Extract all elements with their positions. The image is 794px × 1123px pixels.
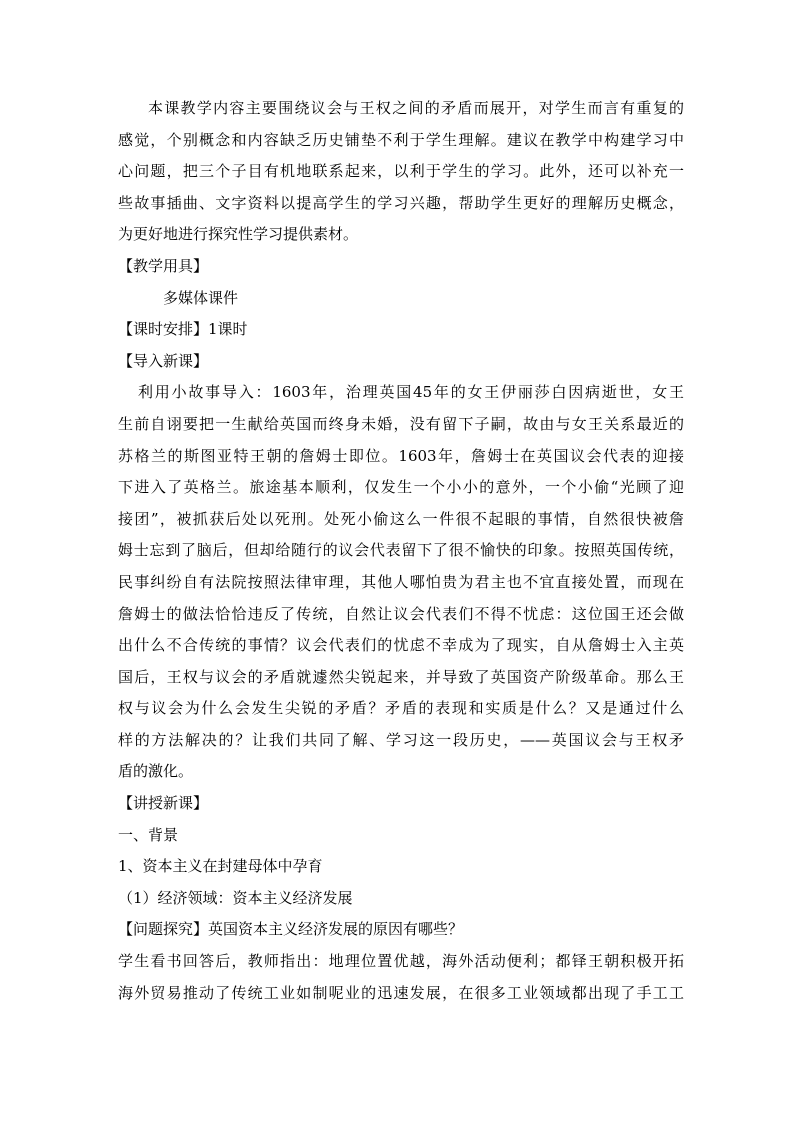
- teaching-tools-item: 多媒体课件: [163, 288, 239, 307]
- paragraph-line: 姆士忘到了脑后，但却给随行的议会代表留下了很不愉快的印象。按照英国传统，: [118, 541, 684, 560]
- paragraph-line: 权与议会为什么会发生尖锐的矛盾？矛盾的表现和实质是什么？又是通过什么: [118, 699, 684, 718]
- paragraph-line: 国后，王权与议会的矛盾就遽然尖锐起来，并导致了英国资产阶级革命。那么王: [118, 667, 684, 686]
- intro-story-paragraph: [118, 377, 684, 788]
- question-line: [118, 914, 684, 946]
- teaching-tools-heading: 【教学用具】: [118, 256, 209, 275]
- paragraph-line: 盾的激化。: [118, 762, 194, 781]
- page-content: [118, 93, 684, 1009]
- paragraph-line: 本课教学内容主要围绕议会与王权之间的矛盾而展开，对学生而言有重复的: [148, 99, 684, 117]
- paragraph-line: 生前自诩要把一生献给英国而终身未婚，没有留下子嗣，故由与女王关系最近的: [118, 414, 684, 433]
- paragraph-line: 苏格兰的斯图亚特王朝的詹姆士即位。1603年，詹姆士在英国议会代表的迎接: [118, 446, 684, 465]
- answer-line: 学生看书回答后，教师指出：地理位置优越，海外活动便利；都铎王朝积极开拓: [118, 952, 684, 971]
- question-text: 英国资本主义经济发展的原因有哪些？: [208, 920, 464, 939]
- paragraph-line: 詹姆士的做法恰恰违反了传统，自然让议会代表们不得不忧虑：这位国王还会做: [118, 604, 684, 623]
- point-heading: （1）经济领域：资本主义经济发展: [118, 888, 353, 907]
- paragraph-line: 些故事插曲、文字资料以提高学生的学习兴趣，帮助学生更好的理解历史概念，: [118, 193, 684, 212]
- intro-new-lesson-heading: 【导入新课】: [118, 351, 209, 370]
- paragraph-line: 民事纠纷自有法院按照法律审理，其他人哪怕贵为君主也不宜直接处置，而现在: [118, 572, 684, 591]
- schedule-line: [118, 314, 684, 346]
- intro-paragraph: [118, 93, 684, 251]
- subsection-heading: 1、资本主义在封建母体中孕育: [118, 857, 323, 876]
- answer-line: 海外贸易推动了传统工业如制呢业的迅速发展，在很多工业领域都出现了手工工: [118, 983, 684, 1002]
- paragraph-line: 感觉，个别概念和内容缺乏历史铺垫不利于学生理解。建议在教学中构建学习中: [118, 130, 684, 149]
- paragraph-line: 样的方法解决的？让我们共同了解、学习这一段历史，——英国议会与王权矛: [118, 730, 684, 749]
- question-label: 【问题探究】: [118, 920, 209, 939]
- paragraph-line: 出什么不合传统的事情？议会代表们的忧虑不幸成为了现实，自从詹姆士入主英: [118, 636, 684, 655]
- paragraph-line: 心问题，把三个子目有机地联系起来，以利于学生的学习。此外，还可以补充一: [118, 162, 684, 181]
- schedule-value: 1课时: [208, 320, 248, 339]
- paragraph-line: 接团”，被抓获后处以死刑。处死小偷这么一件很不起眼的事情，自然很快被詹: [118, 509, 684, 528]
- new-lesson-heading: 【讲授新课】: [118, 794, 209, 813]
- section-heading: 一、背景: [118, 825, 179, 844]
- paragraph-line: 下进入了英格兰。旅途基本顺利，仅发生一个小小的意外，一个小偷“光顾了迎: [118, 478, 684, 497]
- paragraph-line: 利用小故事导入：1603年，治理英国45年的女王伊丽莎白因病逝世，女王: [138, 383, 684, 402]
- paragraph-line: 为更好地进行探究性学习提供素材。: [118, 225, 359, 244]
- schedule-heading: 【课时安排】: [118, 320, 209, 339]
